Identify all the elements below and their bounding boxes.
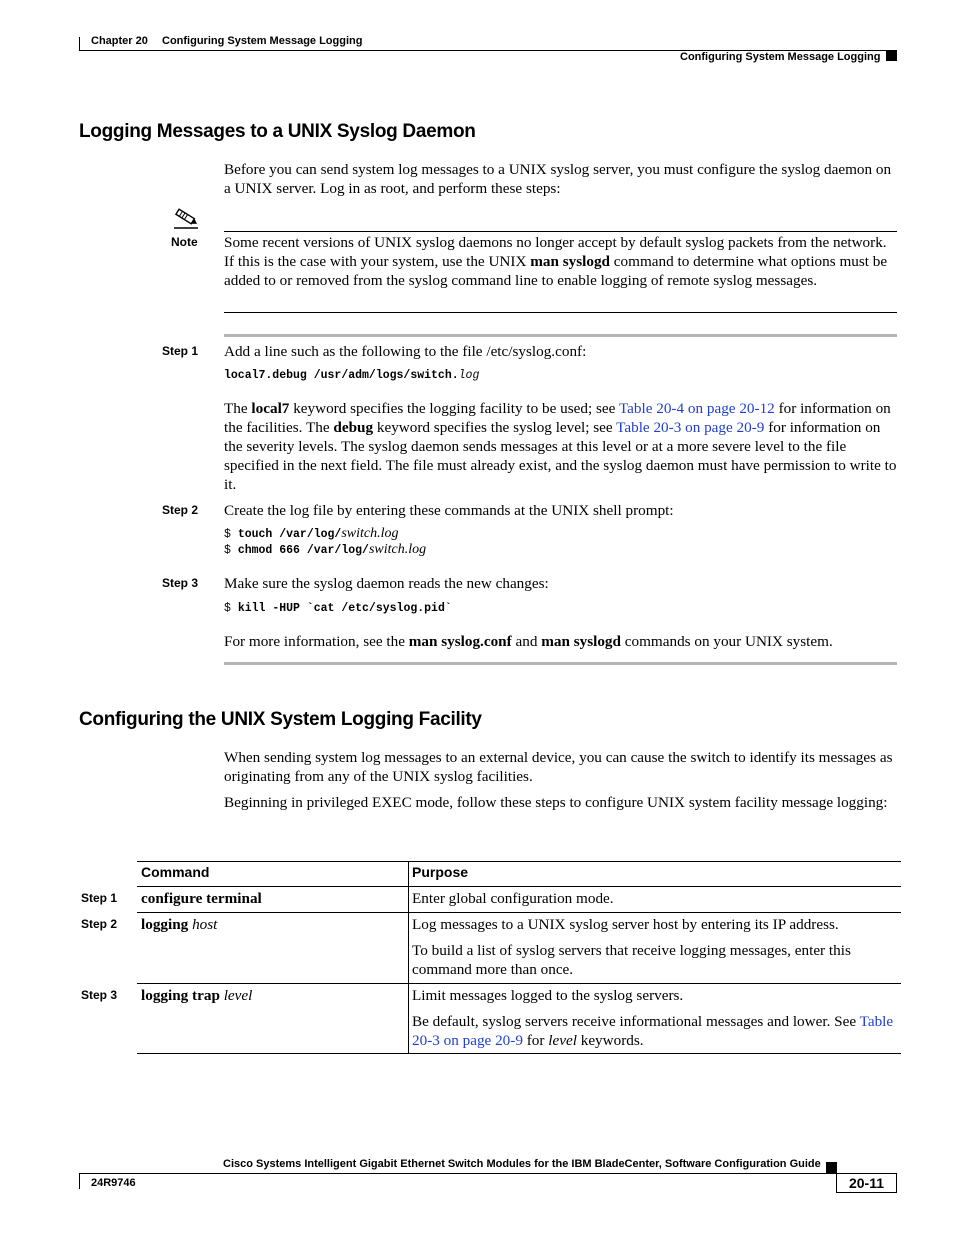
table-top-rule	[137, 861, 901, 862]
step2-line2-cmd: chmod 666 /var/log/	[237, 544, 369, 557]
steps-bottom-rule	[224, 662, 897, 665]
note-pencil-icon	[172, 206, 200, 232]
step1-explanation	[224, 399, 897, 494]
table-row3-p2-italic: level	[548, 1032, 577, 1049]
table-row2-cmd-bold: logging	[141, 916, 189, 933]
link-table-20-3-row3[interactable]: Table 20-3 on page 20-9	[412, 1013, 894, 1049]
table-row2-step: Step 2	[81, 917, 118, 931]
step3-text: Make sure the syslog daemon reads the new changes:	[224, 575, 549, 592]
header-chapter-title: Configuring System Message Logging	[162, 35, 363, 47]
step2-line2-arg: switch.log	[368, 542, 427, 557]
footer-doc-id: 24R9746	[91, 1177, 136, 1189]
footer-page-marker	[826, 1162, 837, 1173]
step1-code-bold: local7.debug /usr/adm/logs/switch.	[224, 369, 459, 382]
step2-line2-prompt: $	[224, 544, 238, 557]
step1-expl-p3: for information on the facilities. The	[224, 400, 891, 436]
table-row2-command	[141, 915, 217, 934]
table-row3-cmd-bold: logging trap	[141, 987, 220, 1004]
more-p2: and	[511, 633, 542, 650]
header-marker	[886, 51, 897, 61]
more-info-text	[224, 632, 897, 651]
header-chapter-label: Chapter 20	[91, 35, 148, 47]
step2-line1-prompt: $	[224, 528, 238, 541]
table-row3-step: Step 3	[81, 988, 118, 1002]
step3-cmd: kill -HUP `cat /etc/syslog.pid`	[237, 602, 452, 615]
step3-code	[224, 602, 452, 615]
step1-expl-p1: The	[224, 400, 252, 417]
step3-label: Step 3	[162, 576, 199, 590]
table-row2-purpose2: To build a list of syslog servers that receive logging messages, enter this command more than once.	[412, 942, 851, 978]
table-row1-cmd-bold: configure terminal	[141, 890, 262, 907]
section-heading-unix-facility: Configuring the UNIX System Logging Facility	[79, 709, 482, 730]
more-p3: commands on your UNIX system.	[620, 633, 833, 650]
table-row3-p2a: Be default, syslog servers receive informational messages and lower. See	[412, 1013, 860, 1030]
note-top-rule	[224, 231, 897, 232]
table-row3-command	[141, 986, 252, 1005]
link-table-20-3[interactable]: Table 20-3 on page 20-9	[616, 419, 765, 436]
table-row3-purpose2	[412, 1012, 897, 1050]
table-row1-purpose: Enter global configuration mode.	[412, 890, 614, 907]
step2-code-line2	[224, 542, 426, 558]
table-row3-p2c: keywords.	[576, 1032, 644, 1049]
footer-title: Cisco Systems Intelligent Gigabit Ethernet Switch Modules for the IBM BladeCenter, Software Configuration Guide	[223, 1158, 821, 1170]
table-row2-cmd-italic: host	[192, 916, 218, 933]
table-header-purpose: Purpose	[412, 864, 469, 880]
more-p1: For more information, see the	[224, 633, 409, 650]
section1-intro: Before you can send system log messages to a UNIX syslog server, you must configure the syslog daemon on a UNIX server. Log in as root, and perform these steps:	[224, 161, 892, 197]
table-row1-command	[141, 889, 262, 908]
table-column-divider	[408, 861, 409, 1054]
step1-expl-p2: keyword specifies the logging facility to be used; see	[289, 400, 619, 417]
note-text	[224, 233, 898, 290]
step1-code	[224, 369, 479, 382]
table-row3-p2b: for	[522, 1032, 549, 1049]
more-b1: man syslog.conf	[408, 633, 512, 650]
footer-page-number: 20-11	[848, 1175, 885, 1191]
step2-line1-arg: switch.log	[341, 526, 399, 541]
note-text-a: Some recent versions of UNIX syslog daemons no longer accept by default syslog packets from the network. If this is the case with your system, use the UNIX	[224, 234, 887, 270]
note-text-cmd: man syslogd	[530, 253, 610, 270]
step1-code-italic: log	[458, 369, 480, 382]
section2-para2: Beginning in privileged EXEC mode, follow these steps to configure UNIX system facility message logging:	[224, 794, 888, 811]
note-label: Note	[171, 235, 198, 249]
table-row2-purpose: Log messages to a UNIX syslog server host by entering its IP address.	[412, 916, 839, 933]
step1-expl-b1: local7	[251, 400, 290, 417]
header-left-rule	[79, 37, 80, 51]
step3-prompt: $	[224, 602, 238, 615]
footer-left-rule	[79, 1173, 80, 1189]
step2-text: Create the log file by entering these commands at the UNIX shell prompt:	[224, 502, 674, 519]
note-text-b: command to determine what options must be added to or removed from the syslog command line to enable logging of remote syslog messages.	[224, 253, 888, 289]
step2-label: Step 2	[162, 503, 199, 517]
step1-expl-b2: debug	[333, 419, 374, 436]
table-row3-cmd-italic: level	[223, 987, 253, 1004]
step1-text: Add a line such as the following to the file /etc/syslog.conf:	[224, 343, 587, 360]
step2-line1-cmd: touch /var/log/	[237, 528, 342, 541]
section-heading-syslog-daemon: Logging Messages to a UNIX Syslog Daemon	[79, 121, 476, 142]
link-table-20-4[interactable]: Table 20-4 on page 20-12	[618, 400, 775, 417]
step1-expl-p5: for information on the severity levels. The syslog daemon sends messages at this level or at a more severe level to the file specified in the next field. The file must already exist, and the syslog daemon must have permission to write to it.	[224, 419, 897, 493]
table-bottom-rule	[137, 1053, 901, 1054]
steps-top-rule	[224, 334, 897, 337]
table-header-rule	[137, 886, 901, 887]
step1-expl-p4: keyword specifies the syslog level; see	[373, 419, 617, 436]
step1-label: Step 1	[162, 344, 199, 358]
footer-rule	[79, 1173, 897, 1174]
table-row2-rule	[137, 983, 901, 984]
table-header-command: Command	[141, 864, 210, 880]
header-section-title: Configuring System Message Logging	[680, 51, 881, 63]
table-row1-step: Step 1	[81, 891, 118, 905]
table-row1-rule	[137, 912, 901, 913]
table-row3-purpose: Limit messages logged to the syslog servers.	[412, 987, 684, 1004]
note-bottom-rule	[224, 312, 897, 313]
section2-para1: When sending system log messages to an external device, you can cause the switch to identify its messages as originating from any of the UNIX syslog facilities.	[224, 749, 893, 785]
more-b2: man syslogd	[541, 633, 621, 650]
step2-code-line1	[224, 526, 399, 542]
